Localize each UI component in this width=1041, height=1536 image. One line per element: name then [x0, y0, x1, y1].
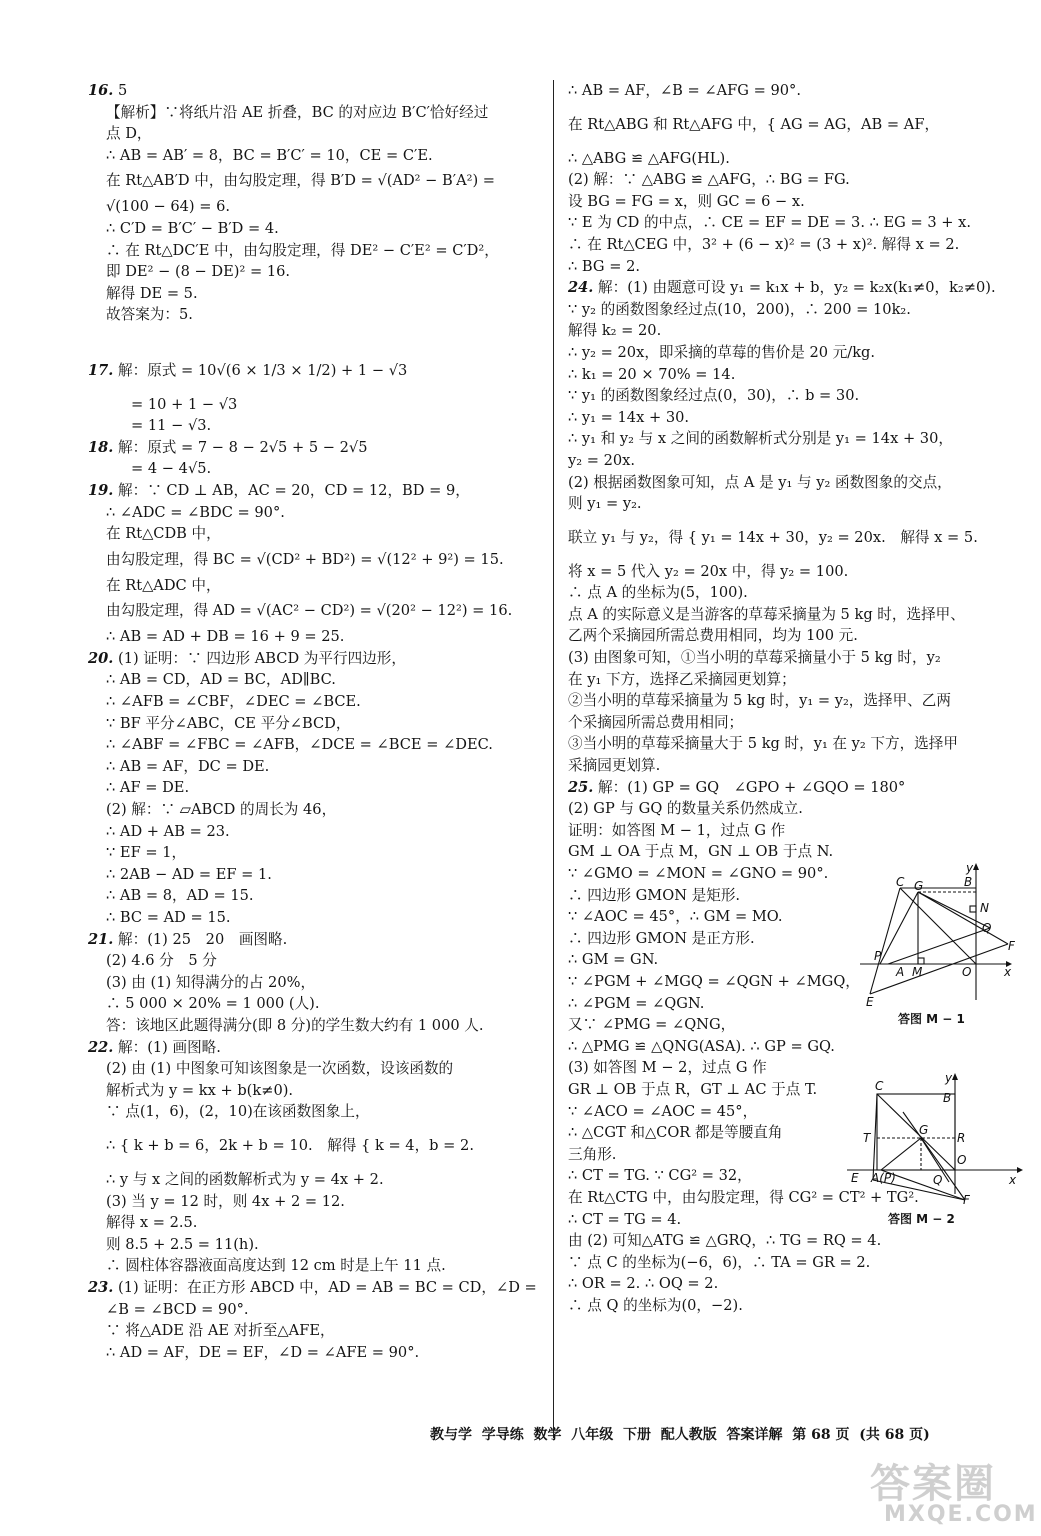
figure-m1-caption: 答图 M − 1 [898, 1012, 965, 1026]
text-line [88, 993, 550, 1015]
line-text: = 11 − √3. [131, 417, 212, 435]
line-text: 则 y₁ = y₂. [568, 495, 642, 513]
figure-m2-diagram [845, 1072, 1025, 1207]
fig1-label-p: P [874, 949, 882, 963]
question-number: 18. [88, 438, 114, 456]
line-text: ∴ CT = TG = 4. [568, 1210, 682, 1228]
text-line [88, 575, 550, 597]
line-text: = 4 − 4√5. [131, 460, 212, 478]
text-line [568, 385, 1010, 407]
line-text: ∠B = ∠BCD = 90°. [106, 1300, 249, 1318]
line-text: y₂ = 20x. [568, 451, 636, 469]
fig2-label-y: y [945, 1072, 953, 1085]
question-number: 16. [88, 82, 114, 99]
line-text: 由勾股定理，得 AD = √(AC² − CD²) = √(20² − 12²) = 16. [106, 602, 513, 620]
text-line [88, 1123, 550, 1169]
text-line [88, 261, 550, 283]
text-line [88, 304, 550, 326]
line-text: (2) GP 与 GQ 的数量关系仍然成立. [568, 800, 803, 818]
line-text: 解：(1) 画图略. [118, 1038, 221, 1056]
line-text: ∴ ∠ABF = ∠FBC = ∠AFB，∠DCE = ∠BCE = ∠DEC. [106, 736, 493, 754]
line-text: ∴ △ABG ≌ △AFG(HL). [568, 149, 730, 167]
fig1-label-c: C [896, 875, 905, 889]
question-number: 23. [88, 1278, 114, 1296]
text-line [88, 1277, 550, 1299]
line-text: 点 D， [106, 125, 152, 143]
line-text: 点 A 的实际意义是当游客的草莓采摘量为 5 kg 时，选择甲、 [568, 605, 965, 623]
text-line [568, 1252, 1010, 1274]
text-line [568, 690, 1010, 712]
line-text: ∵ ∠ACO = ∠AOC = 45°， [568, 1102, 758, 1120]
fig2-label-e: E [851, 1171, 859, 1185]
watermark [870, 1452, 1038, 1528]
text-line [88, 713, 550, 735]
line-text: 5 [118, 82, 128, 99]
fig1-label-f: F [1008, 939, 1015, 953]
line-text: ∴ 在 Rt△DC′E 中，由勾股定理，得 DE² − C′E² = C′D²， [106, 241, 499, 259]
line-text: ∴ y 与 x 之间的函数解析式为 y = 4x + 2. [106, 1170, 384, 1188]
text-line [568, 169, 1010, 191]
text-line [568, 407, 1010, 429]
text-line [88, 1101, 550, 1123]
line-text: 【解析】∵将纸片沿 AE 折叠，BC 的对应边 B′C′恰好经过 [106, 103, 489, 121]
text-line [568, 212, 1010, 234]
line-text: ∴ 圆柱体容器液面高度达到 12 cm 时是上午 11 点. [106, 1257, 446, 1275]
line-text: ∴ 四边形 GMON 是矩形. [568, 886, 741, 904]
text-line [568, 342, 1010, 364]
line-text: ∴ AB = AB′ = 8，BC = B′C′ = 10，CE = C′E. [106, 146, 433, 164]
line-text: ③当小明的草莓采摘量大于 5 kg 时，y₁ 在 y₂ 下方，选择甲 [568, 735, 958, 753]
line-text: 解得 DE = 5. [106, 284, 198, 302]
text-line [88, 1037, 550, 1059]
line-text: 解：(1) GP = GQ ∠GPO + ∠GQO = 180° [598, 778, 906, 796]
line-text: ∴ AB = AF，∠B = ∠AFG = 90°. [568, 82, 801, 99]
line-text: (2) 由 (1) 中图象可知该图象是一次函数，设该函数的 [106, 1060, 454, 1078]
fig1-label-y: y [966, 861, 974, 875]
line-text: 采摘园更划算. [568, 757, 661, 775]
text-line [88, 348, 550, 394]
fig1-label-q: Q [982, 921, 992, 935]
line-text: 在 Rt△CTG 中，由勾股定理，得 CG² = CT² + TG². [568, 1188, 919, 1206]
text-line [568, 320, 1010, 342]
line-text: √(100 − 64) = 6. [106, 198, 231, 216]
text-line [568, 80, 1010, 102]
line-text: ②当小明的草莓采摘量为 5 kg 时，y₁ = y₂，选择甲、乙两 [568, 692, 951, 710]
text-line [568, 277, 1010, 299]
line-text: ∴ AD + AB = 23. [106, 822, 230, 840]
left-column [88, 80, 550, 1363]
line-text: ∴ AB = AD + DB = 16 + 9 = 25. [106, 628, 345, 646]
question-number: 24. [568, 279, 594, 297]
text-line [568, 820, 1010, 842]
line-text: ∴ 5 000 × 20% = 1 000 (人). [106, 995, 320, 1013]
text-line [88, 196, 550, 218]
text-line [568, 1273, 1010, 1295]
question-number: 22. [88, 1038, 114, 1056]
fig1-label-g: G [914, 879, 924, 893]
line-text: ∴ BG = 2. [568, 257, 641, 275]
line-text: ∴ AB = AF，DC = DE. [106, 757, 270, 775]
line-text: ∴ k₁ = 20 × 70% = 14. [568, 365, 736, 383]
line-text: 在 Rt△ADC 中， [106, 576, 221, 594]
line-text: 解：原式 = 10√(6 × 1/3 × 1/2) + 1 − √3 [118, 361, 408, 379]
line-text: ∵ 点(1，6)，(2，10)在该函数图象上， [106, 1103, 370, 1121]
line-text: ∴ 点 A 的坐标为(5，100). [568, 584, 748, 602]
line-text: ∵ BF 平分∠ABC，CE 平分∠BCD， [106, 714, 351, 732]
line-text: 解：原式 = 7 − 8 − 2√5 + 5 − 2√5 [118, 438, 368, 456]
text-line [88, 799, 550, 821]
line-text: ∴ BC = AD = 15. [106, 909, 231, 926]
fig1-label-e: E [866, 995, 874, 1009]
fig2-label-r: R [957, 1131, 966, 1145]
fig1-label-b: B [964, 875, 973, 889]
figure-m2-caption: 答图 M − 2 [888, 1212, 955, 1226]
line-text: ∴ 点 Q 的坐标为(0，−2). [568, 1296, 743, 1314]
watermark-site: MXQE.COM [884, 1502, 1038, 1527]
line-text: ∴ CT = TG. ∵ CG² = 32， [568, 1167, 752, 1185]
line-text: 证明：如答图 M − 1，过点 G 作 [568, 821, 786, 839]
text-line [88, 1080, 550, 1102]
line-text: 在 Rt△CDB 中， [106, 525, 221, 543]
text-line [88, 1212, 550, 1234]
text-line [568, 1036, 1010, 1058]
line-text: 个采摘园所需总费用相同； [568, 713, 744, 731]
line-text: 在 y₁ 下方，选择乙采摘园更划算； [568, 670, 796, 688]
line-text: ∴ ∠PGM = ∠QGN. [568, 994, 705, 1012]
text-line [88, 821, 550, 843]
figure-m2 [845, 1072, 1025, 1211]
text-line [88, 326, 550, 348]
line-text: 三角形. [568, 1145, 617, 1163]
line-text: 故答案为：5. [106, 306, 193, 324]
text-line [568, 364, 1010, 386]
text-line [88, 545, 550, 575]
text-line [568, 102, 1010, 148]
line-text: 解：(1) 25 20 画图略. [118, 930, 288, 948]
text-line [88, 102, 550, 124]
text-line [88, 972, 550, 994]
text-line [88, 842, 550, 864]
text-line [568, 1295, 1010, 1317]
fig2-label-f: F [963, 1193, 970, 1207]
line-text: ∵ EF = 1， [106, 844, 187, 862]
line-text: 解：∵ CD ⊥ AB，AC = 20，CD = 12，BD = 9， [118, 481, 470, 499]
text-line [88, 626, 550, 648]
text-line [568, 191, 1010, 213]
text-line [568, 604, 1010, 626]
line-text: 在 Rt△ABG 和 Rt△AFG 中，{ AG = AG，AB = AF， [568, 115, 940, 133]
text-line [568, 493, 1010, 515]
line-text: (3) 如答图 M − 2，过点 G 作 [568, 1059, 767, 1077]
line-text: (3) 当 y = 12 时，则 4x + 2 = 12. [106, 1192, 345, 1210]
line-text: (3) 由图象可知，①当小明的草莓采摘量小于 5 kg 时，y₂ [568, 649, 941, 667]
page-footer: 教与学 学导练 数学 八年级 下册 配人教版 答案详解 第 68 页 (共 68 页) [430, 1427, 930, 1443]
line-text: ∵ 点 C 的坐标为(−6，6)，∴ TA = GR = 2. [568, 1253, 871, 1271]
line-text: 则 8.5 + 2.5 = 11(h). [106, 1235, 259, 1253]
line-text: (1) 证明：在正方形 ABCD 中，AD = AB = BC = CD，∠D = [118, 1278, 537, 1296]
line-text: 设 BG = FG = x，则 GC = 6 − x. [568, 192, 805, 210]
line-text: ∴ △CGT 和△COR 都是等腰直角 [568, 1124, 783, 1142]
text-line [88, 145, 550, 167]
line-text: (3) 由 (1) 知得满分的占 20%， [106, 973, 316, 991]
text-line [88, 166, 550, 196]
fig1-label-m: M [912, 965, 923, 979]
text-line [88, 283, 550, 305]
text-line [88, 1255, 550, 1277]
text-line [568, 777, 1010, 799]
line-text: (2) 4.6 分 5 分 [106, 952, 217, 970]
text-line [568, 561, 1010, 583]
text-line [88, 1169, 550, 1191]
text-line [88, 218, 550, 240]
text-line [568, 256, 1010, 278]
line-text: ∴ y₁ 和 y₂ 与 x 之间的函数解析式分别是 y₁ = 14x + 30， [568, 430, 953, 448]
text-line [88, 1342, 550, 1364]
text-line [88, 669, 550, 691]
fig2-label-q: Q [933, 1173, 943, 1187]
text-line [568, 299, 1010, 321]
line-text: 联立 y₁ 与 y₂，得 { y₁ = 14x + 30，y₂ = 20x. 解得 x = 5. [568, 528, 978, 546]
text-line [88, 394, 550, 416]
line-text: ∴ GM = GN. [568, 951, 659, 969]
figure-m1-diagram [858, 860, 1018, 1010]
text-line [88, 885, 550, 907]
text-line [568, 234, 1010, 256]
line-text: = 10 + 1 − √3 [131, 395, 238, 413]
text-line [88, 523, 550, 545]
line-text: ∴ { k + b = 6，2k + b = 10. 解得 { k = 4，b = 2. [106, 1136, 474, 1154]
line-text: 解得 k₂ = 20. [568, 322, 662, 340]
question-number: 25. [568, 778, 594, 796]
fig1-label-o: O [962, 965, 972, 979]
line-text: 由勾股定理，得 BC = √(CD² + BD²) = √(12² + 9²) = 15. [106, 550, 504, 568]
line-text: 乙两个采摘园所需总费用相同，均为 100 元. [568, 627, 858, 645]
text-line [88, 648, 550, 670]
line-text: ∴ 2AB − AD = EF = 1. [106, 865, 272, 883]
fig1-label-n: N [980, 901, 989, 915]
line-text: ∵ ∠GMO = ∠MON = ∠GNO = 90°. [568, 865, 829, 882]
text-line [88, 777, 550, 799]
text-line [568, 712, 1010, 734]
question-number: 20. [88, 649, 114, 667]
text-line [568, 582, 1010, 604]
text-line [88, 756, 550, 778]
text-line [88, 437, 550, 459]
watermark-logo: 答案圈 [870, 1461, 996, 1507]
line-text: 答：该地区此题得满分(即 8 分)的学生数大约有 1 000 人. [106, 1016, 484, 1034]
text-line [88, 80, 550, 102]
line-text: GR ⊥ OB 于点 R，GT ⊥ AC 于点 T. [568, 1080, 818, 1098]
question-number: 19. [88, 481, 114, 499]
line-text: (2) 根据函数图象可知，点 A 是 y₁ 与 y₂ 函数图象的交点， [568, 473, 952, 491]
line-text: 在 Rt△AB′D 中，由勾股定理，得 B′D = √(AD² − B′A²) = [106, 172, 496, 190]
line-text: ∵ y₁ 的函数图象经过点(0，30)，∴ b = 30. [568, 387, 860, 405]
text-line [568, 515, 1010, 561]
text-line [88, 596, 550, 626]
line-text: 解析式为 y = kx + b(k≠0). [106, 1081, 294, 1099]
text-line [568, 450, 1010, 472]
text-line [88, 1234, 550, 1256]
line-text: (2) 解：∵ ▱ABCD 的周长为 46， [106, 801, 337, 819]
text-line [88, 1058, 550, 1080]
line-text: ∵ 将△ADE 沿 AE 对折至△AFE， [106, 1322, 335, 1340]
text-line [88, 1320, 550, 1342]
text-line [568, 647, 1010, 669]
text-line [568, 755, 1010, 777]
line-text: 又∵ ∠PMG = ∠QNG， [568, 1016, 736, 1034]
line-text: 由 (2) 可知△ATG ≌ △GRQ，∴ TG = RQ = 4. [568, 1232, 882, 1250]
line-text: ∴ ∠AFB = ∠CBF，∠DEC = ∠BCE. [106, 693, 361, 711]
text-line [88, 1191, 550, 1213]
line-text: 将 x = 5 代入 y₂ = 20x 中，得 y₂ = 100. [568, 562, 849, 580]
line-text: ∵ ∠AOC = 45°，∴ GM = MO. [568, 908, 783, 926]
fig1-label-a: A [896, 965, 905, 979]
line-text: (2) 解：∵ △ABG ≌ △AFG，∴ BG = FG. [568, 171, 850, 189]
text-line [568, 1230, 1010, 1252]
text-line [88, 1015, 550, 1037]
line-text: ∴ AF = DE. [106, 779, 190, 797]
line-text: ∴ AB = CD，AD = BC，AD∥BC. [106, 671, 336, 689]
text-line [88, 864, 550, 886]
text-line [568, 733, 1010, 755]
text-line [568, 669, 1010, 691]
fig2-label-x: x [1009, 1173, 1017, 1187]
line-text: (1) 证明：∵ 四边形 ABCD 为平行四边形， [118, 649, 406, 667]
line-text: 解得 x = 2.5. [106, 1214, 198, 1232]
text-line [88, 502, 550, 524]
text-line [568, 472, 1010, 494]
text-line [88, 907, 550, 929]
line-text: GM ⊥ OA 于点 M，GN ⊥ OB 于点 N. [568, 843, 834, 861]
line-text: ∴ △PMG ≌ △QNG(ASA). ∴ GP = GQ. [568, 1037, 835, 1055]
text-line [88, 123, 550, 145]
line-text: ∴ AD = AF，DE = EF，∠D = ∠AFE = 90°. [106, 1343, 420, 1361]
text-line [568, 428, 1010, 450]
line-text: ∴ OR = 2. ∴ OQ = 2. [568, 1275, 719, 1293]
text-line [88, 691, 550, 713]
text-line [88, 929, 550, 951]
fig2-label-b: B [943, 1091, 952, 1105]
line-text: ∴ 在 Rt△CEG 中，3² + (6 − x)² = (3 + x)². 解得 x = 2. [568, 235, 960, 253]
fig2-label-g: G [919, 1123, 929, 1137]
question-number: 17. [88, 361, 114, 379]
line-text: 解：(1) 由题意可设 y₁ = k₁x + b，y₂ = k₂x(k₁≠0，k₂≠0). [598, 279, 996, 297]
text-line [88, 734, 550, 756]
fig2-label-c: C [875, 1079, 884, 1093]
line-text: ∴ AB = 8，AD = 15. [106, 887, 254, 905]
fig2-label-ap: A(P) [871, 1171, 896, 1185]
line-text: ∴ y₁ = 14x + 30. [568, 408, 690, 426]
line-text: ∵ E 为 CD 的中点，∴ CE = EF = DE = 3. ∴ EG = 3 + x. [568, 214, 971, 232]
line-text: ∴ y₂ = 20x，即采摘的草莓的售价是 20 元/kg. [568, 343, 876, 361]
line-text: ∴ C′D = B′C′ − B′D = 4. [106, 219, 279, 237]
line-text: 即 DE² − (8 − DE)² = 16. [106, 263, 291, 281]
text-line [88, 240, 550, 262]
fig2-label-o: O [957, 1153, 967, 1167]
line-text: ∴ 四边形 GMON 是正方形. [568, 929, 755, 947]
fig2-label-t: T [863, 1131, 871, 1145]
text-line [568, 798, 1010, 820]
text-line [88, 480, 550, 502]
text-line [88, 458, 550, 480]
text-line [88, 1299, 550, 1321]
figure-m1 [858, 860, 1018, 1014]
column-divider [553, 80, 554, 1438]
line-text: ∴ ∠ADC = ∠BDC = 90°. [106, 503, 285, 521]
fig1-label-x: x [1004, 965, 1012, 979]
line-text: ∵ ∠PGM + ∠MGQ = ∠QGN + ∠MGQ， [568, 972, 860, 990]
line-text: ∵ y₂ 的函数图象经过点(10，200)，∴ 200 = 10k₂. [568, 300, 911, 318]
text-line [568, 625, 1010, 647]
question-number: 21. [88, 930, 114, 948]
text-line [568, 148, 1010, 170]
text-line [88, 950, 550, 972]
text-line [88, 415, 550, 437]
